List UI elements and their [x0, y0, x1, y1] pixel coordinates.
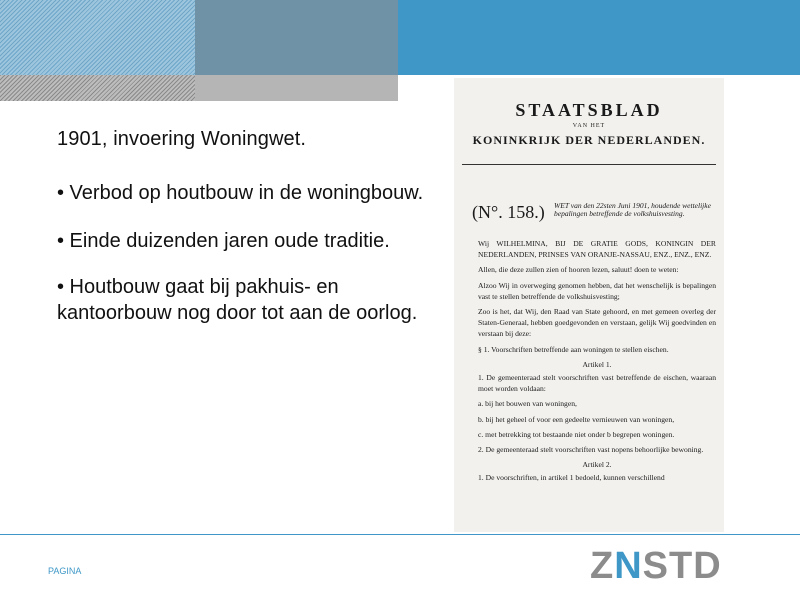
document-paragraph: Allen, die deze zullen zien of hooren lezen, saluut! doen te weten: — [478, 265, 679, 275]
document-van-het: VAN HET — [572, 123, 606, 129]
document-kingdom: KONINKRIJK DER NEDERLANDEN. — [472, 133, 706, 147]
header-hatch-pattern-lower — [0, 75, 195, 101]
document-paragraph: Alzoo Wij in overweging genomen hebben, dat het wenschelijk is bepalingen vast te stellen betreffende de volkshuisvesting; — [478, 280, 716, 301]
footer-divider — [0, 534, 800, 535]
document-paragraph: § 1. Voorschriften betreffende aan woningen te stellen eischen. — [478, 344, 669, 354]
document-paragraph: 1. De voorschriften, in artikel 1 bedoeld, kunnen verschillend — [478, 473, 665, 483]
document-artikel-heading: Artikel 1. — [582, 359, 612, 369]
header-hatch-pattern — [0, 0, 195, 75]
document-paragraph: Wij WILHELMINA, BIJ DE GRATIE GODS, KONINGIN DER NEDERLANDEN, PRINSES VAN ORANJE-NASSAU, ENZ., ENZ., ENZ. — [478, 239, 716, 260]
header-grey-block-lower — [195, 75, 398, 101]
document-wet-heading: WET van den 22sten Juni 1901, houdende wettelijke bepalingen betreffende de volkshuisvesting. — [554, 201, 711, 218]
staatsblad-document-image — [454, 78, 724, 532]
bullet-list — [57, 180, 447, 348]
document-paragraph: Zoo is het, dat Wij, den Raad van State gehoord, en met gemeen overleg der Staten-Generaal, hebben goedgevonden en verstaan, gelijk Wij goedvinden en verstaan bij deze: — [478, 307, 716, 339]
document-paragraph: 1. De gemeenteraad stelt voorschriften vast betreffende de eischen, waaraan moet worden voldaan: — [478, 373, 716, 394]
document-number: (N°. 158.) — [472, 202, 545, 222]
page-label: PAGINA — [48, 566, 82, 576]
document-artikel-heading: Artikel 2. — [582, 460, 612, 470]
header-blue-block — [398, 0, 800, 75]
document-divider — [462, 164, 716, 165]
document-paragraph: b. bij het geheel of voor een gedeelte vernieuwen van woningen, — [478, 414, 675, 424]
document-body — [478, 238, 716, 488]
slide-title: 1901, invoering Woningwet. — [57, 128, 307, 150]
document-paragraph: 2. De gemeenteraad stelt voorschriften vast nopens behoorlijke bewoning. — [478, 445, 704, 455]
header-grey-block — [195, 0, 398, 75]
document-title: STAATSBLAD — [515, 100, 663, 120]
logo-letter: Z — [590, 545, 615, 587]
bullet-item: • Verbod op houtbouw in de woningbouw. — [57, 182, 424, 204]
document-paragraph: c. met betrekking tot bestaande niet onder b begrepen woningen. — [478, 429, 675, 439]
bullet-item: • Einde duizenden jaren oude traditie. — [57, 230, 390, 252]
logo-letter-accent: N — [614, 545, 643, 587]
znstd-logo — [590, 545, 722, 587]
document-paragraph: a. bij het bouwen van woningen, — [478, 399, 577, 409]
bullet-item: • Houtbouw gaat bij pakhuis- en kantoorbouw nog door tot aan de oorlog. — [57, 276, 418, 324]
logo-letters: STD — [642, 545, 722, 587]
